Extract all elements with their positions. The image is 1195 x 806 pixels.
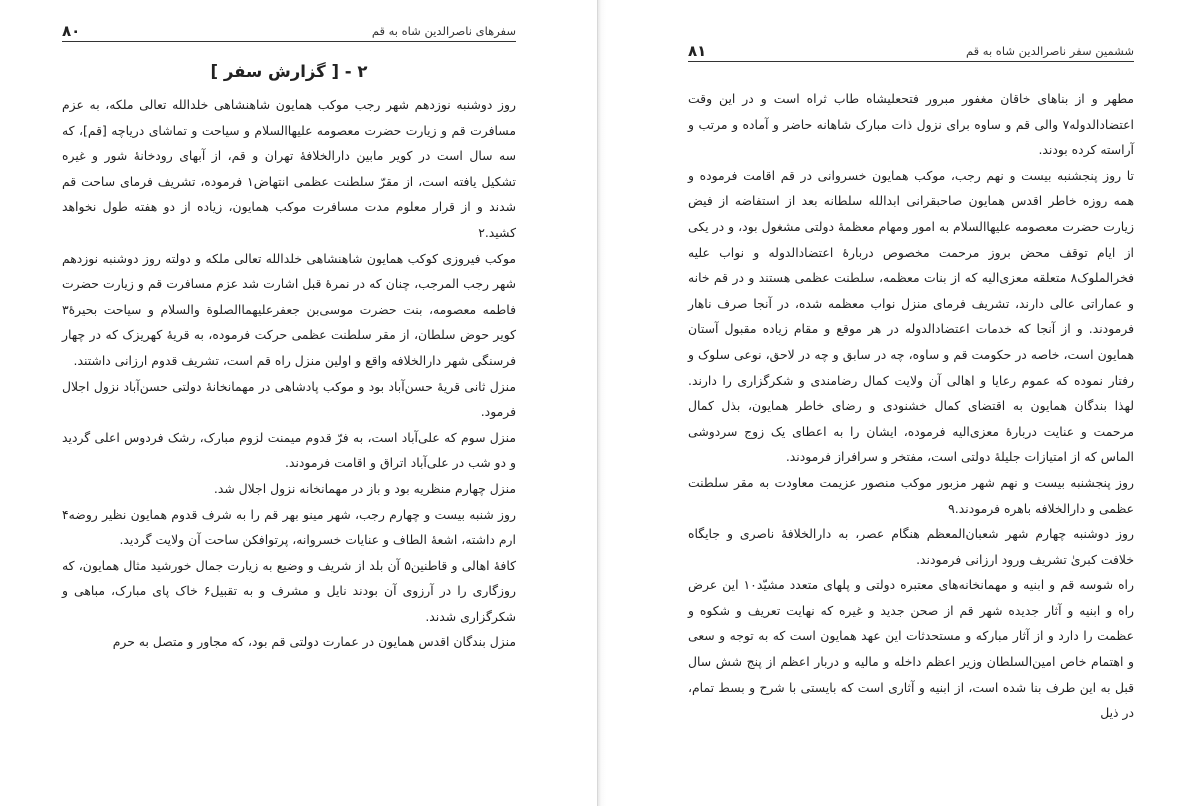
right-page-header <box>688 39 1134 62</box>
paragraph: روز دوشنبه نوزدهم شهر رجب موکب همایون شاهنشاهی خلدالله تعالی ملکه، به عزم مسافرت قم و زیارت حضرت معصومه علیهاالسلام و سیاحت و تماشای دریاچه [قم]، که سه سال است در کویر مابین دارالخلافهٔ تهران و قم، از آبهای رودخانهٔ شور و غیره تشکیل یافته است، از مقرّ سلطنت عظمی انتهاض۱ فرموده، تشریف فرمای ساحت قم شدند و از قرار معلوم مدت مسافرت موکب همایون، زیاده از دو هفته طول نخواهد کشید.۲ <box>62 97 516 240</box>
paragraph: روز پنجشنبه بیست و نهم شهر مزبور موکب منصور عزیمت معاودت به مقر سلطنت عظمی و دارالخلافه باهره فرمودند.۹ <box>688 474 1134 516</box>
paragraph: مطهر و از بناهای خاقان مغفور مبرور فتحعلیشاه طاب ثراه است و در این وقت اعتضادالدوله۷ والی قم و ساوه برای نزول ذات مبارک شاهانه حاضر و آماده و مرتب و آراسته کرده بودند. <box>688 91 1134 158</box>
paragraph: کافهٔ اهالی و قاطنین۵ آن بلد از شریف و وضیع به زیارت جمال خورشید مثال همایون، که روزگاری را در آرزوی آن بودند نایل و مشرف و به تقبیل۶ خاک پای مبارک، مباهی و شکرگزاری شدند. <box>62 557 516 624</box>
running-title: سفرهای ناصرالدین شاه به قم <box>371 24 516 38</box>
right-page <box>688 0 1134 806</box>
paragraph: منزل ثانی قریهٔ حسن‌آباد بود و موکب پادشاهی در مهمانخانهٔ دولتی حسن‌آباد نزول اجلال فرمود. <box>62 378 516 420</box>
paragraph: تا روز پنجشنبه بیست و نهم رجب، موکب همایون خسروانی در قم اقامت فرموده و همه روزه خاطر اقدس همایون صاحبقرانی ابدالله سلطانه بعد از استفاضه از فیض زیارت حضرت معصومه علیهاالسلام به امور ومهام معظمهٔ دولتی مشغول بود، و در یکی از ایام توقف محض بروز مرحمت مخصوص دربارهٔ اعتضادالدوله و نواب علیه فخرالملوک۸ متعلقه معزی‌الیه که از بنات معظمه، سلطنت عظمی هستند و در قم خانه و عماراتی عالی دارند، تشریف فرمای منزل نواب معظمه شده، در آنجا صرف ناهار فرمودند. و از آنجا که خدمات اعتضادالدوله در هر موقع و مقام زیاده مقبول آستان همایون است، خاصه در حکومت قم و ساوه، چه در سابق و چه در لاحق، نوعی سلوک و رفتار نموده که عموم رعایا و اهالی آن ولایت کمال رضامندی و شکرگزاری را دارند. لهذا بندگان همایون به اقتضای کمال خشنودی و رضای خاطر همایون، بذل کمال مرحمت و عنایت دربارهٔ معزی‌الیه فرموده، ایشان را به اعطای یک زوج سردوشی الماس که از امتیازات جلیلهٔ دولتی است، مفتخر و سرافراز فرمودند. <box>688 167 1134 465</box>
right-page-body <box>688 86 1134 726</box>
left-page <box>62 0 516 806</box>
paragraph: راه شوسه قم و ابنیه و مهمانخانه‌های معتبره دولتی و پلهای متعدد مشیّد۱۰ این عرض راه و ابنیه و آثار جدیده شهر قم از صحن جدید و غیره که نهایت تعریف و شکوه و عظمت را دارد و از آثار مبارکه و مستحدثات این عهد همایون است که به توجه و سعی و اهتمام خاص امین‌السلطان وزیر اعظم داخله و مالیه و دربار اعظم از پنج شش سال قبل به این طرف بنا شده است، از ابنیه و آثاری است که بایستی با شرح و بسط تمام، در ذیل <box>688 577 1134 721</box>
section-title: ۲ - [ گزارش سفر ] <box>210 62 368 81</box>
paragraph: منزل بندگان اقدس همایون در عمارت دولتی قم بود، که مجاور و متصل به حرم <box>112 634 516 650</box>
book-gutter <box>597 0 606 806</box>
paragraph: روز دوشنبه چهارم شهر شعبان‌المعظم هنگام عصر، به دارالخلافهٔ ناصری و جایگاه خلافت کبریٰ تشریف ورود ارزانی فرمودند. <box>688 526 1134 567</box>
paragraph: منزل چهارم منظریه بود و باز در مهمانخانه نزول اجلال شد. <box>213 480 516 496</box>
paragraph: منزل سوم که علی‌آباد است، به فرّ قدوم میمنت لزوم مبارک، رشک فردوس اعلی گردید و دو شب در علی‌آباد اتراق و اقامت فرمودند. <box>62 429 516 471</box>
paragraph: موکب فیروزی کوکب همایون شاهنشاهی خلدالله تعالی ملکه و دولته روز دوشنبه نوزدهم شهر رجب المرجب، چنان که در نمرهٔ قبل اشارت شد عزم مسافرت قم و زیارت حضرت فاطمه معصومه، بنت حضرت موسی‌بن جعفرعلیهماالصلوة والسلام و سیاحت بحیرهٔ۳ کویر حوض سلطان، از مقر سلطنت عظمی حرکت فرموده، به قریهٔ کهریزک که در چهار فرسنگی شهر دارالخلافه واقع و اولین منزل راه قم است، تشریف قدوم ارزانی داشتند. <box>62 250 516 368</box>
left-page-header <box>62 19 516 42</box>
paragraph: روز شنبه بیست و چهارم رجب، شهر مینو بهر قم را به شرف قدوم همایون نظیر روضه۴ ارم داشته، اشعهٔ الطاف و عنایات خسروانه، پرتوافکن ساحت آن ولایت گردید. <box>62 506 516 548</box>
page-number: ۸۱ <box>688 42 707 60</box>
left-page-body <box>62 92 516 655</box>
page-number: ۸۰ <box>62 22 81 40</box>
running-title: ششمین سفر ناصرالدین شاه به قم <box>965 44 1134 58</box>
